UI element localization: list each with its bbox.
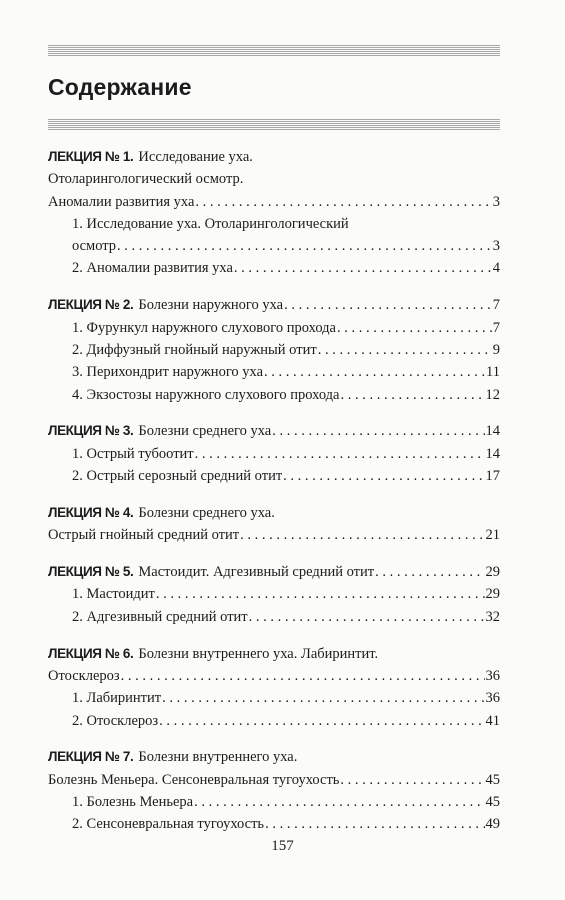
- entry-title: 2. Острый серозный средний отит: [72, 468, 283, 485]
- toc-entry[interactable]: [48, 606, 500, 628]
- toc-entry[interactable]: [48, 384, 500, 406]
- entry-page-number: 9: [492, 341, 500, 358]
- entry-title: Болезнь Меньера. Сенсоневральная тугоухость: [48, 771, 340, 788]
- entry-text: [72, 583, 155, 605]
- entry-page-number: 12: [485, 386, 500, 403]
- dot-leader: [249, 606, 485, 628]
- section-spacer: [48, 406, 500, 421]
- dot-leader: [265, 813, 484, 835]
- toc-entry[interactable]: [48, 361, 500, 383]
- toc-entry[interactable]: [48, 791, 500, 813]
- entry-page-number: 7: [492, 297, 500, 314]
- lecture-title-text: Исследование уха.: [138, 149, 253, 165]
- entry-title: 3. Перихондрит наружного уха: [72, 364, 264, 381]
- section-spacer: [48, 732, 500, 747]
- lecture-number: ЛЕКЦИЯ № 2.: [48, 297, 134, 313]
- entry-title: Острый гнойный средний отит: [48, 527, 240, 544]
- dot-leader: [195, 443, 485, 465]
- lecture-number: ЛЕКЦИЯ № 1.: [48, 149, 134, 164]
- entry-title: Аномалии развития уха: [48, 193, 195, 210]
- toc-entry[interactable]: [48, 813, 500, 835]
- lecture-number: ЛЕКЦИЯ № 6.: [48, 645, 134, 661]
- dot-leader: [284, 294, 492, 316]
- toc-entry[interactable]: [48, 524, 500, 546]
- toc-entry[interactable]: [48, 420, 500, 442]
- toc-entry[interactable]: [48, 583, 500, 605]
- entry-title: 2. Адгезивный средний отит: [72, 608, 248, 625]
- dot-leader: [283, 465, 484, 487]
- toc-entry[interactable]: [48, 769, 500, 791]
- table-of-contents: [48, 146, 500, 836]
- entry-page-number: 45: [485, 771, 500, 788]
- entry-page-number: 29: [485, 586, 500, 603]
- entry-page-number: 4: [492, 260, 500, 277]
- entry-text: [48, 294, 283, 316]
- lecture-heading-line: [48, 168, 500, 190]
- dot-leader: [375, 561, 484, 583]
- lecture-title-text: Болезни внутреннего уха. Лабиринтит.: [138, 645, 379, 662]
- dot-leader: [117, 235, 492, 257]
- entry-page-number: 7: [492, 319, 500, 336]
- dot-leader: [159, 710, 484, 732]
- entry-title: 2. Сенсоневральная тугоухость: [72, 816, 265, 833]
- toc-entry[interactable]: [48, 665, 500, 687]
- section-spacer: [48, 547, 500, 562]
- entry-text: [48, 420, 271, 442]
- entry-text: [48, 524, 239, 546]
- entry-text: [72, 791, 193, 813]
- entry-page-number: 41: [485, 712, 500, 729]
- entry-title: 1. Мастоидит: [72, 586, 155, 603]
- page-title: Содержание: [48, 74, 192, 100]
- entry-title: Мастоидит. Адгезивный средний отит: [138, 564, 375, 581]
- entry-title: Болезни наружного уха: [138, 297, 284, 314]
- entry-text: [48, 191, 194, 213]
- entry-title: 1. Лабиринтит: [72, 690, 162, 707]
- title-decorative-rule: [48, 118, 500, 130]
- entry-page-number: 3: [492, 238, 500, 255]
- toc-entry[interactable]: [48, 561, 500, 583]
- entry-title: 2. Диффузный гнойный наружный отит: [72, 341, 317, 358]
- toc-entry[interactable]: [48, 687, 500, 709]
- entry-page-number: 14: [485, 445, 500, 462]
- dot-leader: [264, 361, 485, 383]
- entry-text: [72, 235, 116, 257]
- toc-entry[interactable]: [48, 191, 500, 213]
- entry-page-number: 17: [485, 468, 500, 485]
- entry-title: Отосклероз: [48, 667, 120, 684]
- toc-entry[interactable]: [48, 317, 500, 339]
- dot-leader: [121, 665, 485, 687]
- entry-text: [72, 317, 336, 339]
- page-number: 157: [271, 838, 294, 854]
- toc-entry[interactable]: [48, 465, 500, 487]
- entry-page-number: 36: [485, 667, 500, 684]
- entry-text: [72, 257, 233, 279]
- entry-text: [72, 687, 161, 709]
- entry-text: [48, 665, 120, 687]
- section-spacer: [48, 628, 500, 643]
- entry-title: 2. Отосклероз: [72, 712, 159, 729]
- section-spacer: [48, 487, 500, 502]
- entry-text: [72, 443, 194, 465]
- subentry-text-line: 1. Исследование уха. Отоларингологический: [72, 215, 349, 232]
- dot-leader: [194, 791, 484, 813]
- lecture-heading-line: [48, 643, 500, 665]
- lecture-title-text: Болезни среднего уха.: [138, 504, 275, 521]
- dot-leader: [240, 524, 484, 546]
- toc-entry[interactable]: [48, 710, 500, 732]
- entry-text: [72, 813, 264, 835]
- entry-page-number: 45: [485, 793, 500, 810]
- entry-title: 1. Острый тубоотит: [72, 445, 194, 462]
- entry-text: [48, 561, 374, 583]
- lecture-heading-line: [48, 502, 500, 524]
- lecture-heading-line: [48, 746, 500, 768]
- lecture-number: ЛЕКЦИЯ № 5.: [48, 564, 134, 580]
- lecture-number: ЛЕКЦИЯ № 4.: [48, 504, 134, 520]
- entry-page-number: 49: [485, 816, 500, 833]
- entry-page-number: 11: [486, 364, 500, 381]
- toc-entry[interactable]: [48, 235, 500, 257]
- entry-page-number: 29: [485, 564, 500, 581]
- entry-text: [72, 606, 248, 628]
- dot-leader: [195, 191, 491, 213]
- entry-title: 2. Аномалии развития уха: [72, 260, 233, 277]
- dot-leader: [340, 384, 484, 406]
- dot-leader: [156, 583, 485, 605]
- toc-entry[interactable]: [48, 294, 500, 316]
- entry-text: [72, 465, 282, 487]
- entry-title: Болезни среднего уха: [138, 423, 272, 440]
- dot-leader: [340, 769, 484, 791]
- entry-title: 1. Болезнь Меньера: [72, 793, 194, 810]
- entry-title: 1. Фурункул наружного слухового прохода: [72, 319, 336, 336]
- entry-text: [72, 710, 158, 732]
- lecture-heading-line: [48, 146, 500, 168]
- entry-title: осмотр: [72, 238, 117, 255]
- entry-text: [72, 384, 339, 406]
- top-decorative-rule: [48, 44, 500, 56]
- toc-entry[interactable]: [48, 339, 500, 361]
- lecture-title-text: Отоларингологический осмотр.: [48, 171, 244, 188]
- lecture-number: ЛЕКЦИЯ № 3.: [48, 423, 134, 439]
- lecture-number: ЛЕКЦИЯ № 7.: [48, 749, 134, 765]
- dot-leader: [162, 687, 484, 709]
- lecture-title-text: Болезни внутреннего уха.: [138, 749, 298, 766]
- entry-page-number: 36: [485, 690, 500, 707]
- toc-entry[interactable]: [48, 257, 500, 279]
- entry-page-number: 32: [485, 608, 500, 625]
- entry-text: [72, 361, 263, 383]
- toc-entry[interactable]: [48, 443, 500, 465]
- entry-text: [48, 769, 339, 791]
- section-spacer: [48, 280, 500, 295]
- dot-leader: [272, 420, 484, 442]
- entry-text: [72, 339, 317, 361]
- entry-page-number: 21: [485, 527, 500, 544]
- entry-title: 4. Экзостозы наружного слухового прохода: [72, 386, 340, 403]
- dot-leader: [337, 317, 492, 339]
- dot-leader: [318, 339, 492, 361]
- entry-page-number: 3: [492, 193, 500, 210]
- entry-page-number: 14: [485, 423, 500, 440]
- dot-leader: [234, 257, 492, 279]
